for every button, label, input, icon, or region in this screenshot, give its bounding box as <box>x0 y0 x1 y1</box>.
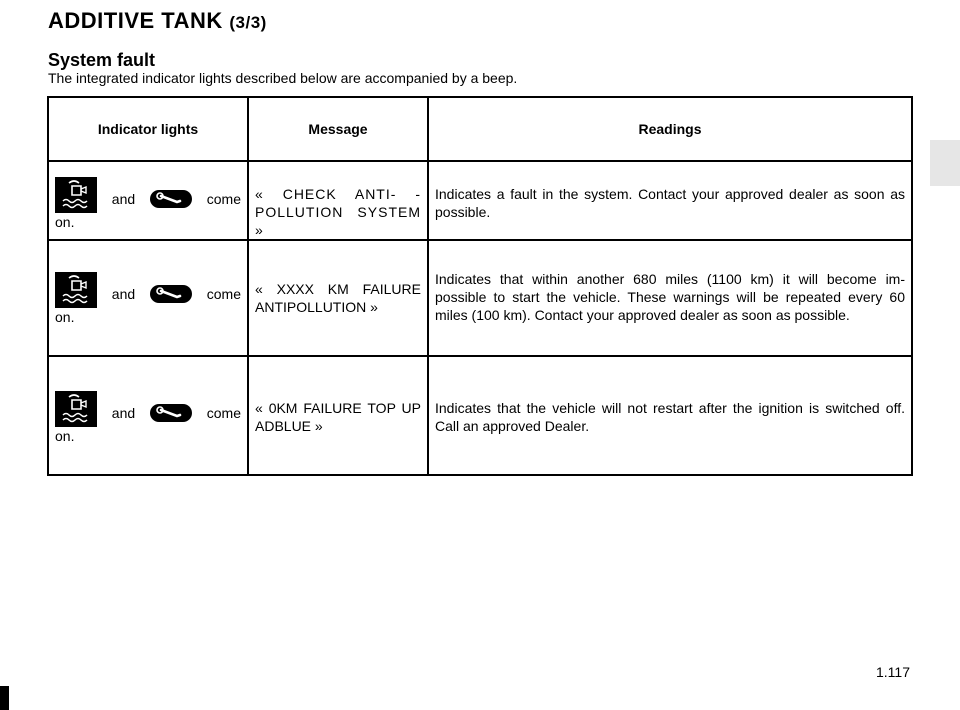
page-title-suffix: (3/3) <box>229 13 267 32</box>
adblue-tank-icon <box>55 272 97 308</box>
indicator-come-text: come <box>206 286 241 302</box>
adblue-tank-icon <box>55 391 97 427</box>
wrench-icon <box>150 190 192 208</box>
reading-text: Indicates that within another 680 miles (1100 km) it will become im- possible to start the vehicle. These warnings will be repeated every 60 miles (100 km). Contact your approved dealer as soon as possible. <box>435 271 905 323</box>
indicator-on-text: on. <box>55 428 75 444</box>
indicator-and-text: and <box>111 191 136 207</box>
table-row <box>48 161 912 240</box>
section-title: System fault <box>48 50 156 70</box>
reading-cell <box>428 240 912 356</box>
page-title <box>48 8 267 34</box>
chapter-tab <box>930 140 960 186</box>
reading-text: Indicates a fault in the system. Contact your approved dealer as soon as possible. <box>435 186 905 220</box>
table-row <box>48 240 912 356</box>
page-number: 1.117 <box>876 664 910 680</box>
message-text: « 0KM FAILURE TOP UP ADBLUE » <box>255 400 421 434</box>
table-header-row <box>48 97 912 161</box>
indicator-table <box>47 96 913 476</box>
header-readings: Readings <box>428 97 912 161</box>
indicator-cell <box>48 161 248 240</box>
adblue-tank-icon <box>55 177 97 213</box>
section-intro: The integrated indicator lights described below are accompanied by a beep. <box>48 70 518 86</box>
indicator-cell <box>48 356 248 475</box>
wrench-icon <box>150 404 192 422</box>
indicator-on-text: on. <box>55 214 75 230</box>
message-cell <box>248 356 428 475</box>
page-title-text: ADDITIVE TANK <box>48 8 223 33</box>
header-indicator-lights: Indicator lights <box>48 97 248 161</box>
wrench-icon <box>150 285 192 303</box>
message-cell <box>248 161 428 240</box>
indicator-on-text: on. <box>55 309 75 325</box>
message-cell <box>248 240 428 356</box>
indicator-and-text: and <box>111 286 136 302</box>
reading-cell <box>428 161 912 240</box>
message-text: « XXXX KM FAILURE ANTIPOLLUTION » <box>255 281 421 315</box>
indicator-come-text: come <box>206 191 241 207</box>
indicator-cell <box>48 240 248 356</box>
indicator-come-text: come <box>206 405 241 421</box>
reading-cell <box>428 356 912 475</box>
header-message: Message <box>248 97 428 161</box>
message-text: « CHECK ANTI- - POLLUTION SYSTEM » <box>255 186 421 238</box>
table-row <box>48 356 912 475</box>
indicator-and-text: and <box>111 405 136 421</box>
corner-mark <box>0 686 9 710</box>
reading-text: Indicates that the vehicle will not restart after the ignition is switched off. Call an approved Dealer. <box>435 400 905 434</box>
